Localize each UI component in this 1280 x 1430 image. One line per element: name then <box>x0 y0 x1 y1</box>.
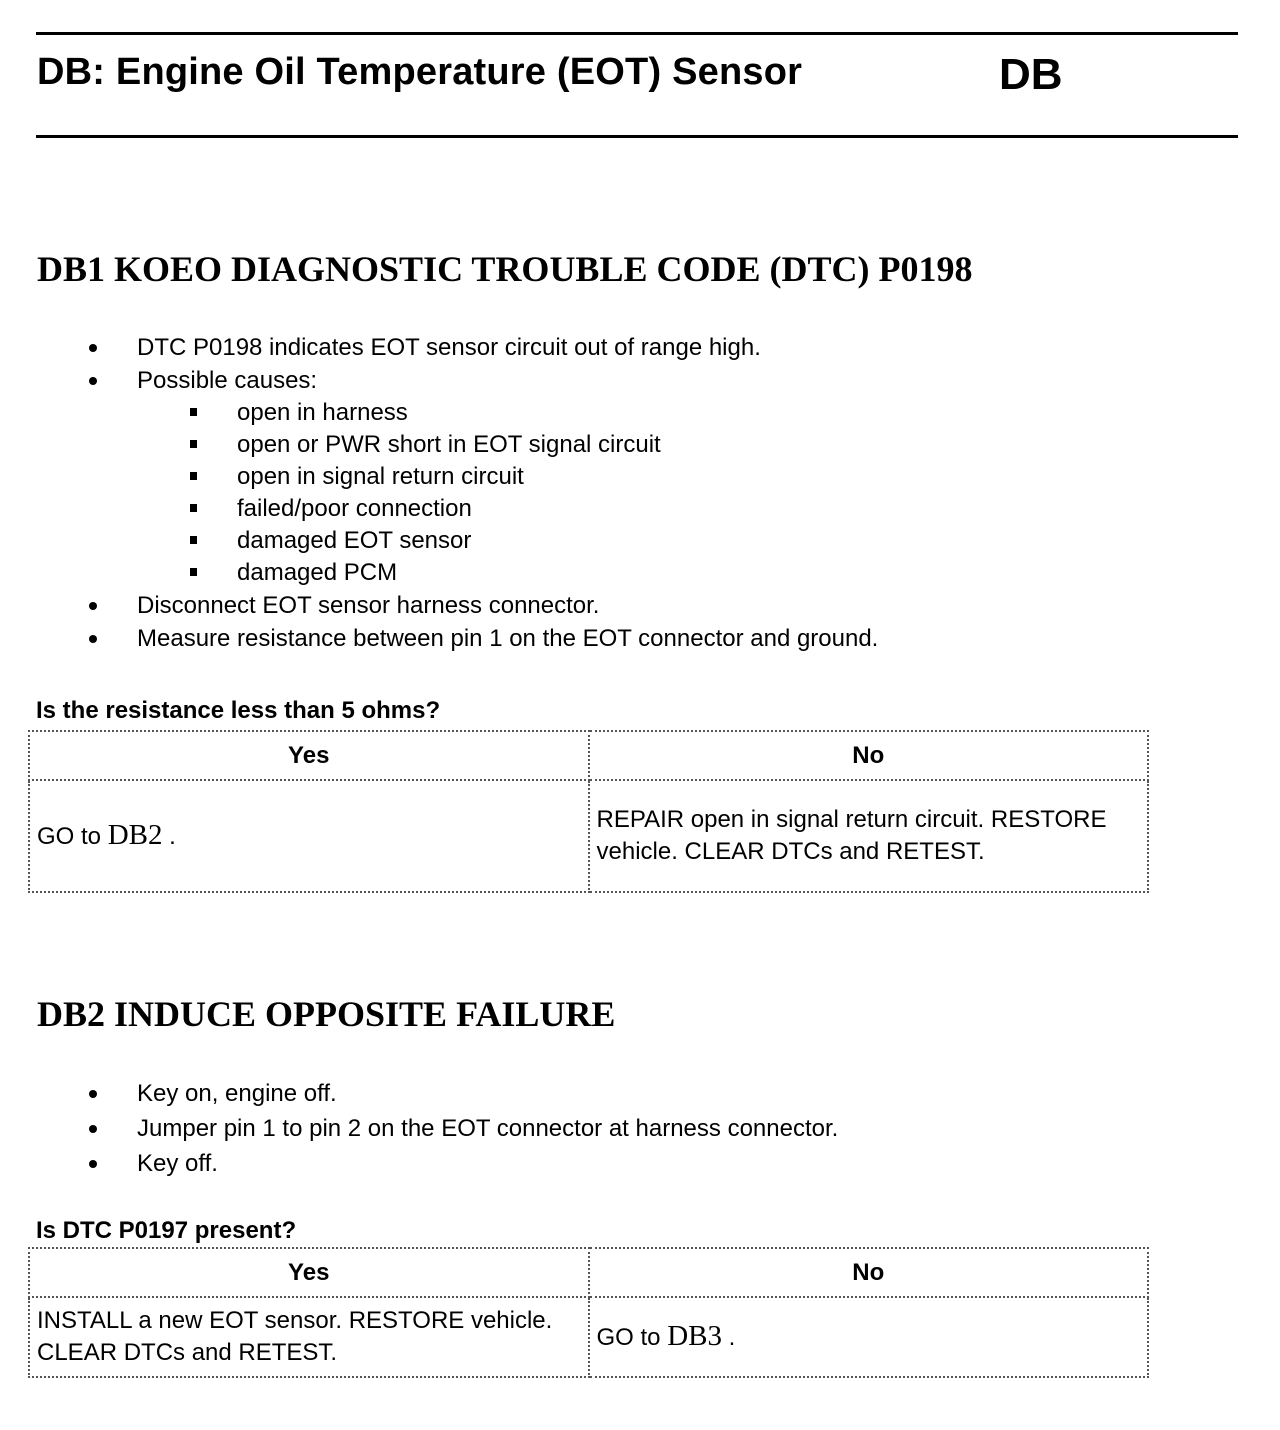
goto-suffix: . <box>162 823 176 850</box>
list-item: Disconnect EOT sensor harness connector. <box>0 589 878 622</box>
header-top-rule <box>36 32 1238 35</box>
yes-header: Yes <box>29 1248 589 1297</box>
yes-action-cell: INSTALL a new EOT sensor. RESTORE vehicle. CLEAR DTCs and RETEST. <box>29 1297 589 1377</box>
goto-db3-link[interactable]: DB3 <box>667 1320 722 1352</box>
page-title: DB: Engine Oil Temperature (EOT) Sensor <box>37 51 803 93</box>
no-action-cell: REPAIR open in signal return circuit. RESTORE vehicle. CLEAR DTCs and RETEST. <box>589 780 1149 892</box>
list-item: DTC P0198 indicates EOT sensor circuit out of range high. <box>0 331 878 364</box>
table-header-row <box>29 731 1148 780</box>
cause-item: open or PWR short in EOT signal circuit <box>0 429 878 461</box>
goto-db2-link[interactable]: DB2 <box>107 819 163 851</box>
list-item: Possible causes: <box>0 364 878 397</box>
cause-item: damaged EOT sensor <box>0 525 878 557</box>
db2-decision-table <box>28 1247 1149 1378</box>
no-action-cell <box>589 1297 1149 1377</box>
section-heading-db1: DB1 KOEO DIAGNOSTIC TROUBLE CODE (DTC) P0198 <box>37 249 973 289</box>
db1-decision-table <box>28 730 1149 893</box>
no-header: No <box>589 1248 1149 1297</box>
header-bottom-rule <box>36 135 1238 138</box>
cause-item: failed/poor connection <box>0 493 878 525</box>
yes-action-cell <box>29 780 589 892</box>
db1-question: Is the resistance less than 5 ohms? <box>36 697 441 724</box>
cause-item: open in harness <box>0 397 878 429</box>
list-item: Measure resistance between pin 1 on the EOT connector and ground. <box>0 622 878 655</box>
table-header-row <box>29 1248 1148 1297</box>
no-header: No <box>589 731 1149 780</box>
section-code: DB <box>999 50 1063 99</box>
section-heading-db2: DB2 INDUCE OPPOSITE FAILURE <box>37 994 616 1034</box>
list-item: Jumper pin 1 to pin 2 on the EOT connector at harness connector. <box>0 1111 838 1146</box>
cause-item: open in signal return circuit <box>0 461 878 493</box>
goto-text: GO to <box>596 1324 668 1351</box>
table-row <box>29 1297 1148 1377</box>
db1-step-list <box>0 331 878 655</box>
db2-step-list <box>0 1076 838 1181</box>
cause-item: damaged PCM <box>0 557 878 589</box>
goto-text: GO to <box>37 823 108 850</box>
goto-suffix: . <box>721 1324 736 1351</box>
list-item: Key off. <box>0 1146 838 1181</box>
yes-header: Yes <box>29 731 589 780</box>
list-item: Key on, engine off. <box>0 1076 838 1111</box>
db2-question: Is DTC P0197 present? <box>36 1217 297 1244</box>
table-row <box>29 780 1148 892</box>
